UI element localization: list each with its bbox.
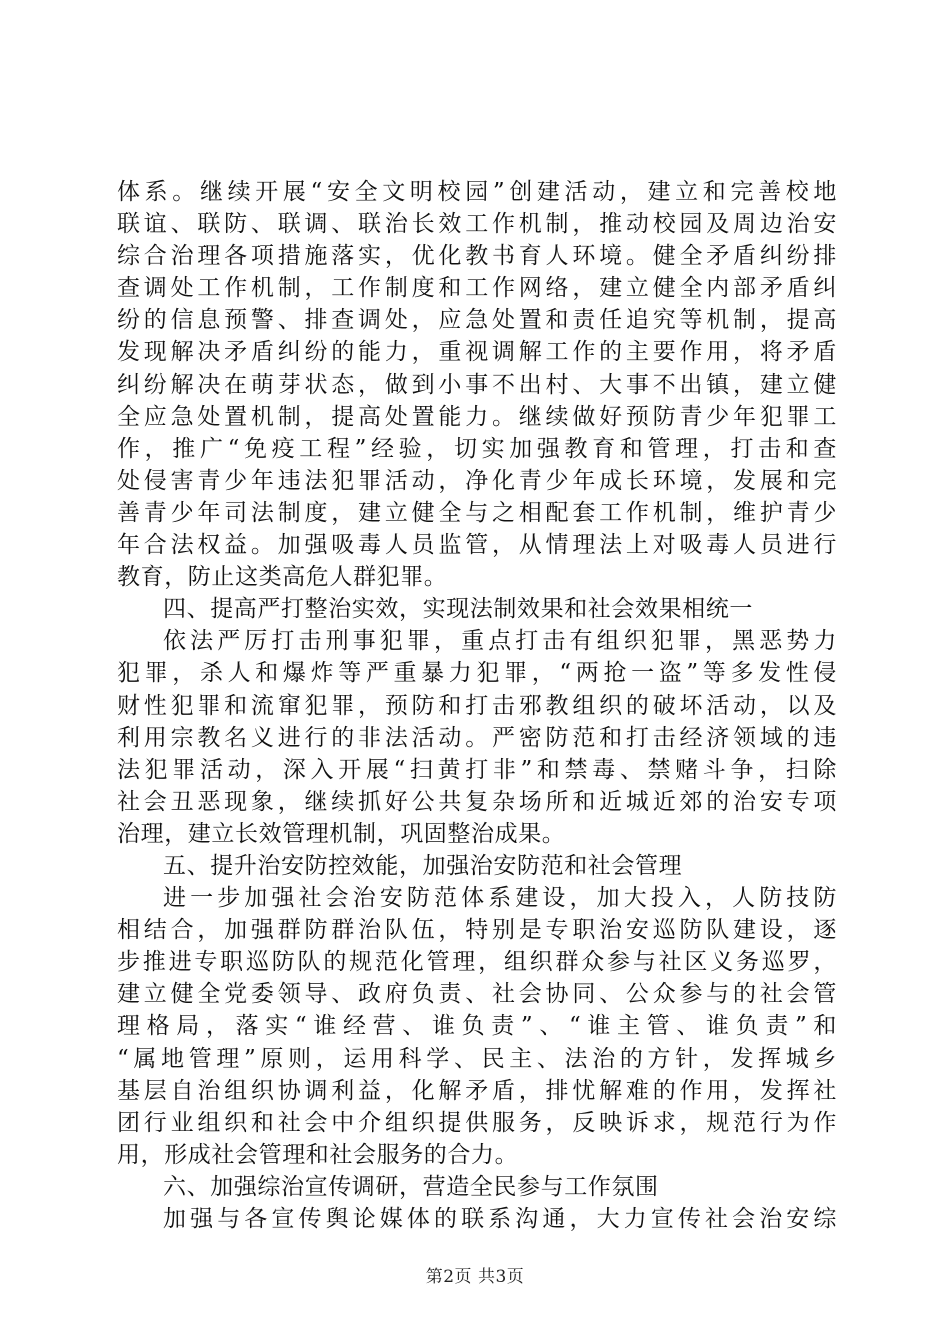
text-line: 体系。继续开展“安全文明校园”创建活动，建立和完善校地 <box>117 179 837 205</box>
text-line: 综合治理各项措施落实，优化教书育人环境。健全矛盾纠纷排 <box>117 243 837 270</box>
text-line: 加强与各宣传舆论媒体的联系沟通，大力宣传社会治安综 <box>163 1206 837 1232</box>
text-line: 治理，建立长效管理机制，巩固整治成果。 <box>117 820 566 847</box>
page-footer: 第2页 共3页 <box>425 1267 525 1287</box>
section-heading: 六、加强综治宣传调研，营造全民参与工作氛围 <box>163 1173 659 1200</box>
text-line: 联谊、联防、联调、联治长效工作机制，推动校园及周边治安 <box>117 211 837 238</box>
text-line: 作，推广“免疫工程”经验，切实加强教育和管理，打击和查 <box>117 435 837 462</box>
text-line: 全应急处置机制，提高处置能力。继续做好预防青少年犯罪工 <box>117 403 837 430</box>
text-line: 犯罪，杀人和爆炸等严重暴力犯罪，“两抢一盗”等多发性侵 <box>117 660 837 687</box>
text-line: 发现解决矛盾纠纷的能力，重视调解工作的主要作用，将矛盾 <box>117 339 837 366</box>
text-line: 依法严厉打击刑事犯罪，重点打击有组织犯罪，黑恶势力 <box>163 628 837 655</box>
text-line: 建立健全党委领导、政府负责、社会协同、公众参与的社会管 <box>117 981 837 1008</box>
text-line: 法犯罪活动，深入开展“扫黄打非”和禁毒、禁赌斗争，扫除 <box>117 756 837 783</box>
text-line: 社会丑恶现象，继续抓好公共复杂场所和近城近郊的治安专项 <box>117 788 837 815</box>
text-line: 年合法权益。加强吸毒人员监管，从情理法上对吸毒人员进行 <box>117 532 837 559</box>
text-line: “属地管理”原则，运用科学、民主、法治的方针，发挥城乡 <box>117 1045 837 1072</box>
section-heading: 四、提高严打整治实效，实现法制效果和社会效果相统一 <box>163 596 753 623</box>
section-heading: 五、提升治安防控效能，加强治安防范和社会管理 <box>163 852 683 879</box>
text-line: 纠纷解决在萌芽状态，做到小事不出村、大事不出镇，建立健 <box>117 371 837 398</box>
text-line: 基层自治组织协调利益，化解矛盾，排忧解难的作用，发挥社 <box>117 1077 837 1104</box>
text-line: 团行业组织和社会中介组织提供服务，反映诉求，规范行为作 <box>117 1109 837 1136</box>
text-line: 善青少年司法制度，建立健全与之相配套工作机制，维护青少 <box>117 499 837 526</box>
text-line: 进一步加强社会治安防范体系建设，加大投入，人防技防 <box>163 885 837 912</box>
text-line: 步推进专职巡防队的规范化管理，组织群众参与社区义务巡罗， <box>117 949 837 976</box>
text-line: 相结合，加强群防群治队伍，特别是专职治安巡防队建设，逐 <box>117 917 837 944</box>
text-line: 查调处工作机制，工作制度和工作网络，建立健全内部矛盾纠 <box>117 275 837 302</box>
text-line: 处侵害青少年违法犯罪活动，净化青少年成长环境，发展和完 <box>117 467 837 494</box>
text-line: 利用宗教名义进行的非法活动。严密防范和打击经济领域的违 <box>117 724 837 751</box>
text-line: 纷的信息预警、排查调处，应急处置和责任追究等机制，提高 <box>117 307 837 334</box>
text-line: 理格局，落实“谁经营、谁负责”、“谁主管、谁负责”和 <box>117 1013 837 1040</box>
text-line: 财性犯罪和流窜犯罪，预防和打击邪教组织的破坏活动，以及 <box>117 692 837 719</box>
text-line: 用，形成社会管理和社会服务的合力。 <box>117 1141 519 1168</box>
document-body <box>117 176 837 1235</box>
text-line: 教育，防止这类高危人群犯罪。 <box>117 564 448 591</box>
